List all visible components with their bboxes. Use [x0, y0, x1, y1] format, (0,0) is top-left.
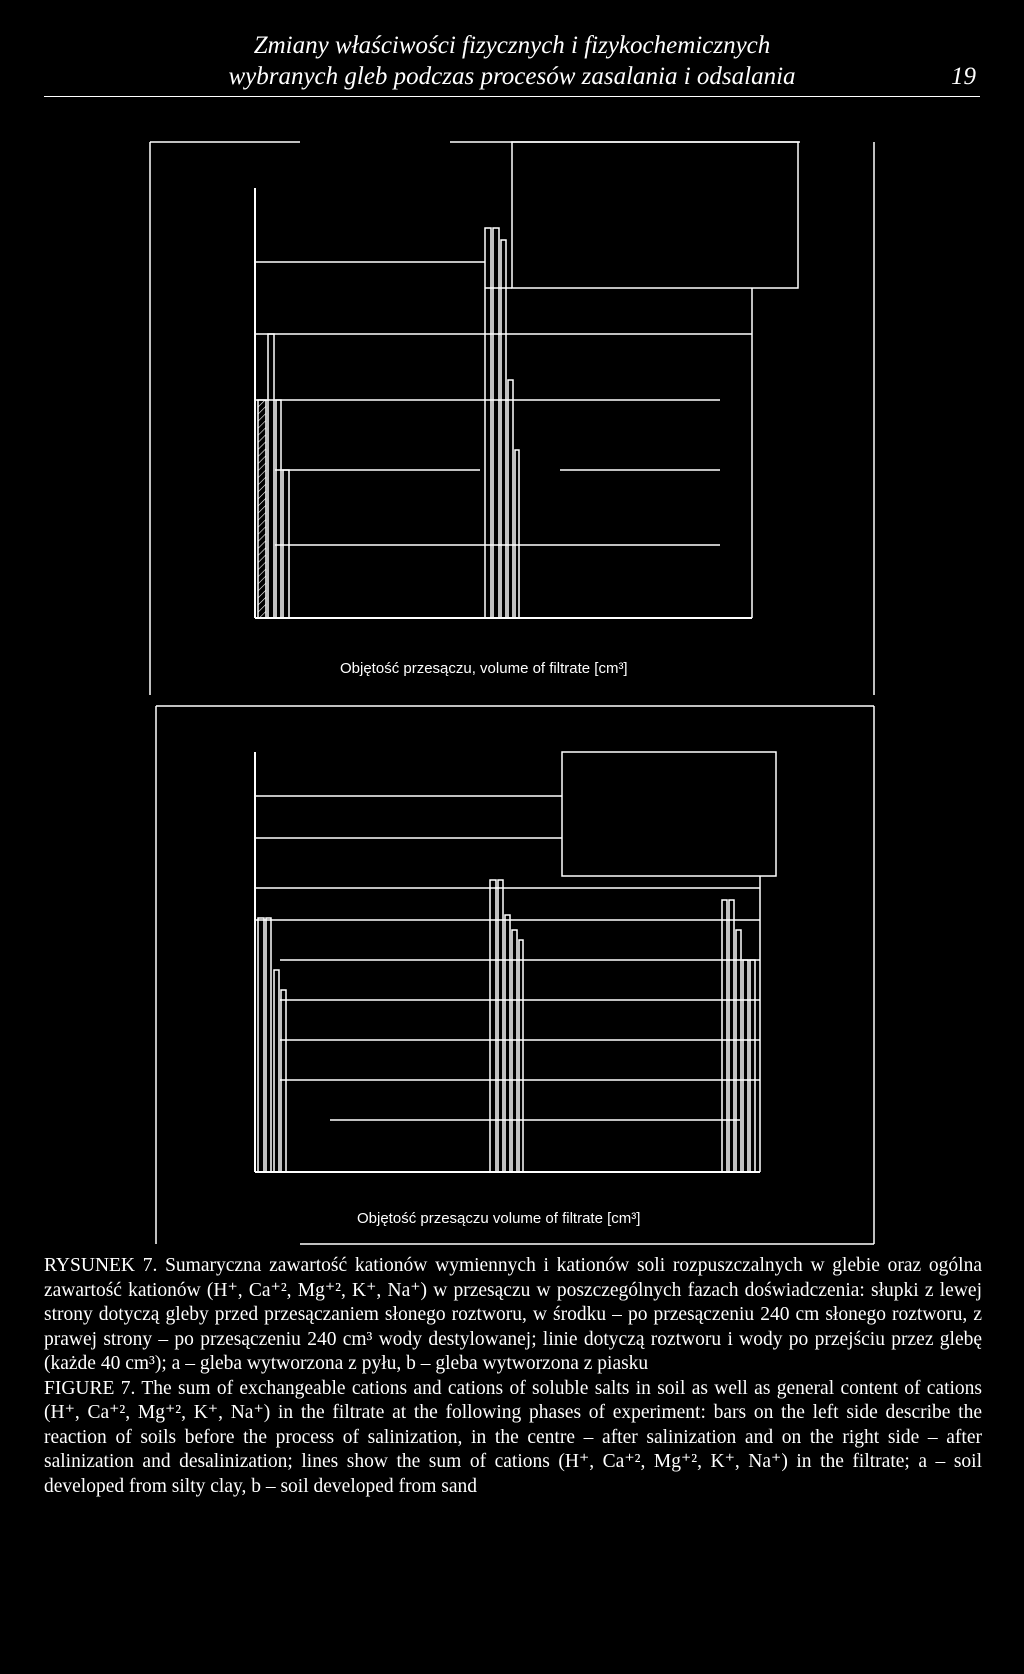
panel-a-bars-left — [258, 334, 289, 618]
panel-b-axis-label: Objętość przesączu volume of filtrate [cm³] — [357, 1210, 641, 1227]
caption-polish: RYSUNEK 7. Sumaryczna zawartość kationów wymiennych i kationów soli rozpuszczalnych w glebie oraz ogólna zawartość kationów (H⁺, Ca⁺², Mg⁺², K⁺, Na⁺) w przesączu w poszczególnych fazach doświadczenia: słupki z lewej strony dotyczą gleby przed przesączaniem słonego roztworu, w środku – po przesączeniu 240 cm słonego roztworu, z prawej strony – po przesączeniu 240 cm³ wody destylowanej; linie dotyczą roztworu i wody po przejściu przez glebę (każde 40 cm³); a – gleba wytworzona z pyłu, b – gleba wytworzona z piasku — [44, 1255, 982, 1374]
panel-a-bars-centre — [485, 228, 519, 618]
panel-a-plot — [255, 142, 798, 618]
panel-b-bars-right — [722, 900, 755, 1172]
header-title-line1: Zmiany właściwości fizycznych i fizykochemicznych — [253, 32, 771, 59]
panel-b-bars-left — [258, 918, 286, 1172]
header-title-line2: wybranych gleb podczas procesów zasalania i odsalania — [228, 63, 796, 90]
figure-caption — [44, 1254, 982, 1499]
panel-b-plot — [255, 752, 776, 1172]
page-number: 19 — [951, 63, 976, 90]
panel-b-bars-centre — [490, 880, 523, 1172]
panel-a-axis-label: Objętość przesączu, volume of filtrate [cm³] — [340, 660, 628, 677]
caption-english: FIGURE 7. The sum of exchangeable cations and cations of soluble salts in soil as well as general content of cations (H⁺, Ca⁺², Mg⁺², K⁺, Na⁺) in the filtrate at the following phases of experiment: bars on the left side describe the reaction of soils before the process of salinization, in the centre – after salinization and on the right side – after salinization and desalinization; lines show the sum of cations (H⁺, Ca⁺², Mg⁺², K⁺, Na⁺) in the filtrate; a – soil developed from silty clay, b – soil developed from sand — [44, 1377, 982, 1497]
